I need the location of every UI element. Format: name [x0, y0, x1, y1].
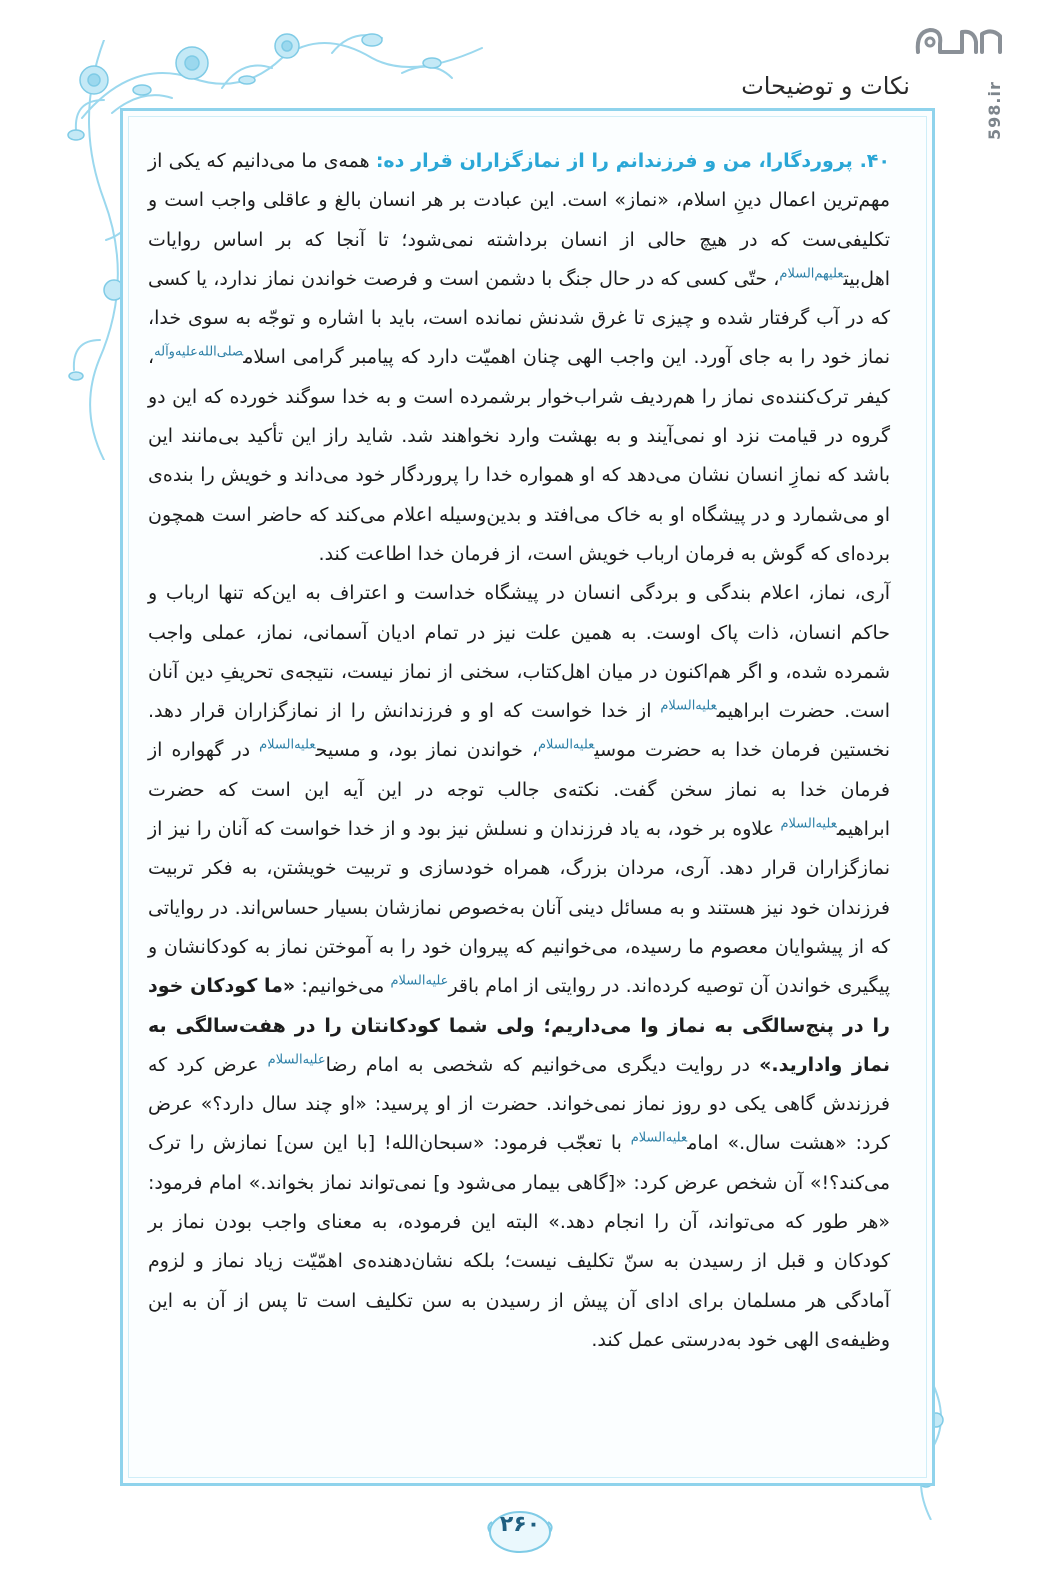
- honorific-mark: صلی‌الله‌علیه‌وآله: [154, 345, 244, 361]
- honorific-mark: علیه‌السلام: [660, 698, 717, 714]
- honorific-mark: علیه‌السلام: [780, 816, 837, 832]
- body-text: [148, 142, 890, 1360]
- page-number: ۲۶۰: [499, 1512, 541, 1537]
- honorific-mark: علیهم‌السلام: [779, 266, 844, 282]
- honorific-mark: علیه‌السلام: [390, 973, 449, 989]
- honorific-mark: علیه‌السلام: [259, 738, 316, 754]
- honorific-mark: علیه‌السلام: [630, 1131, 688, 1147]
- honorific-mark: علیه‌السلام: [267, 1052, 326, 1068]
- section-title: نکات و توضیحات: [741, 72, 910, 100]
- hadith-quote: «ما کودکان خود را در پنج‌سالگی به نماز وا می‌داریم؛ ولی شما کودکانتان را در هفت‌سالگی به نماز وادارید.»: [148, 975, 890, 1076]
- honorific-mark: علیه‌السلام: [537, 738, 595, 754]
- logo-598-icon: [912, 22, 1004, 62]
- verse-heading: ۴۰. پروردگارا، من و فرزندانم را از نمازگزاران قرار ده:: [375, 150, 890, 172]
- site-url: 598.ir: [985, 81, 1004, 140]
- paragraph-2: آری، نماز، اعلام بندگی و بردگی انسان در پیشگاه خداست و اعتراف به این‌که تنها ارباب و حاکم انسان، ذات پاک اوست. به همین علت نیز در تمام ادیان آسمانی، نماز، عملی واجب شمرده شده، و اگر هم‌اکنون در میان اهل‌کتاب، سخنی از نماز نیست، نتیجه‌ی تحریفِ دین آنان است. حضرت ابراهیم$^{علیه‌السلام}$ از خدا خواست که او و فرزندانش را از نمازگزاران قرار دهد. نخستین فرمان خدا به حضرت موسی$^{علیه‌السلام}$، خواندن نماز بود، و مسیح$^{علیه‌السلام}$ در گهواره از فرمان خدا به نماز سخن گفت. نکته‌ی جالب توجه در این آیه این است که حضرت ابراهیم$^{علیه‌السلام}$ علاوه بر خود، به یاد فرزندان و نسلش نیز بود و از خدا خواست که آنان را نیز از نمازگزاران قرار دهد. آری، مردان بزرگ، همراه خودسازی و تربیت خویشتن، به فکر تربیت فرزندان خود نیز هستند و به مسائل دینی آنان به‌خصوص نمازشان بسیار حساس‌اند. در روایاتی که از پیشوایان معصوم ما رسیده، می‌خوانیم که پیروان خود را به آموختن نماز به کودکانشان و پیگیری خواندن آن توصیه کرده‌اند. در روایتی از امام باقر$^{علیه‌السلام}$ می‌خوانیم: «ما کودکان خود را در پنج‌سالگی به نماز وا می‌داریم؛ ولی شما کودکانتان را در هفت‌سالگی به نماز وادارید.» در روایت دیگری می‌خوانیم که شخصی به امام رضا$^{علیه‌السلام}$ عرض کرد که فرزندش گاهی یکی دو روز نماز نمی‌خواند. حضرت از او پرسید: «او چند سال دارد؟» عرض کرد: «هشت سال.» امام$^{علیه‌السلام}$ با تعجّب فرمود: «سبحان‌الله! [با این سن] نمازش را ترک می‌کند؟!» آن شخص عرض کرد: «[گاهی بیمار می‌شود و] نمی‌تواند نماز بخواند.» امام فرمود: «هر طور که می‌تواند، آن را انجام دهد.» البته این فرموده، به معنای واجب بودن نماز بر کودکان و قبل از رسیدن به سنّ تکلیف نیست؛ بلکه نشان‌دهنده‌ی اهمّیّت زیاد نماز و لزوم آمادگی هر مسلمان برای ادای آن پیش از رسیدن به سن تکلیف است تا پس از آن به این وظیفه‌ی الهی خود به‌درستی عمل کند.: [148, 582, 890, 1351]
- paragraph-1: ۴۰. پروردگارا، من و فرزندانم را از نمازگزاران قرار ده: همه‌ی ما می‌دانیم که یکی از مهم‌ترین اعمال دینِ اسلام، «نماز» است. این عبادت بر هر انسان بالغ و عاقلی واجب است و تکلیفی‌ست که در هیچ حالی از انسان برداشته نمی‌شود؛ تا آنجا که بر اساس روایات اهل‌بیت$^{علیهم‌السلام}$، حتّی کسی که در حال جنگ با دشمن است و فرصت خواندن نماز ندارد، یا کسی که در آب گرفتار شده و چیزی تا غرق شدنش نمانده است، باید با اشاره و توجّه به سوی خدا، نماز خود را به جای آورد. این واجب الهی چنان اهمیّت دارد که پیامبر گرامی اسلام$^{صلی‌الله‌علیه‌وآله}$، کیفر ترک‌کننده‌ی نماز را هم‌ردیف شراب‌خوار برشمرده است و به خدا سوگند خورده که این دو گروه در قیامت نزد او نمی‌آیند و به بهشت وارد نخواهند شد. شاید راز این تأکید بی‌مانند این باشد که نمازِ انسان نشان می‌دهد که او همواره خدا را پروردگار خود می‌داند و خویش را بنده‌ی او می‌شمارد و در پیشگاه او به خاک می‌افتد و بدین‌وسیله اعلام می‌کند که حاضر است همچون برده‌ای که گوش به فرمان ارباب خویش است، از فرمان خدا اطاعت کند.: [148, 150, 890, 565]
